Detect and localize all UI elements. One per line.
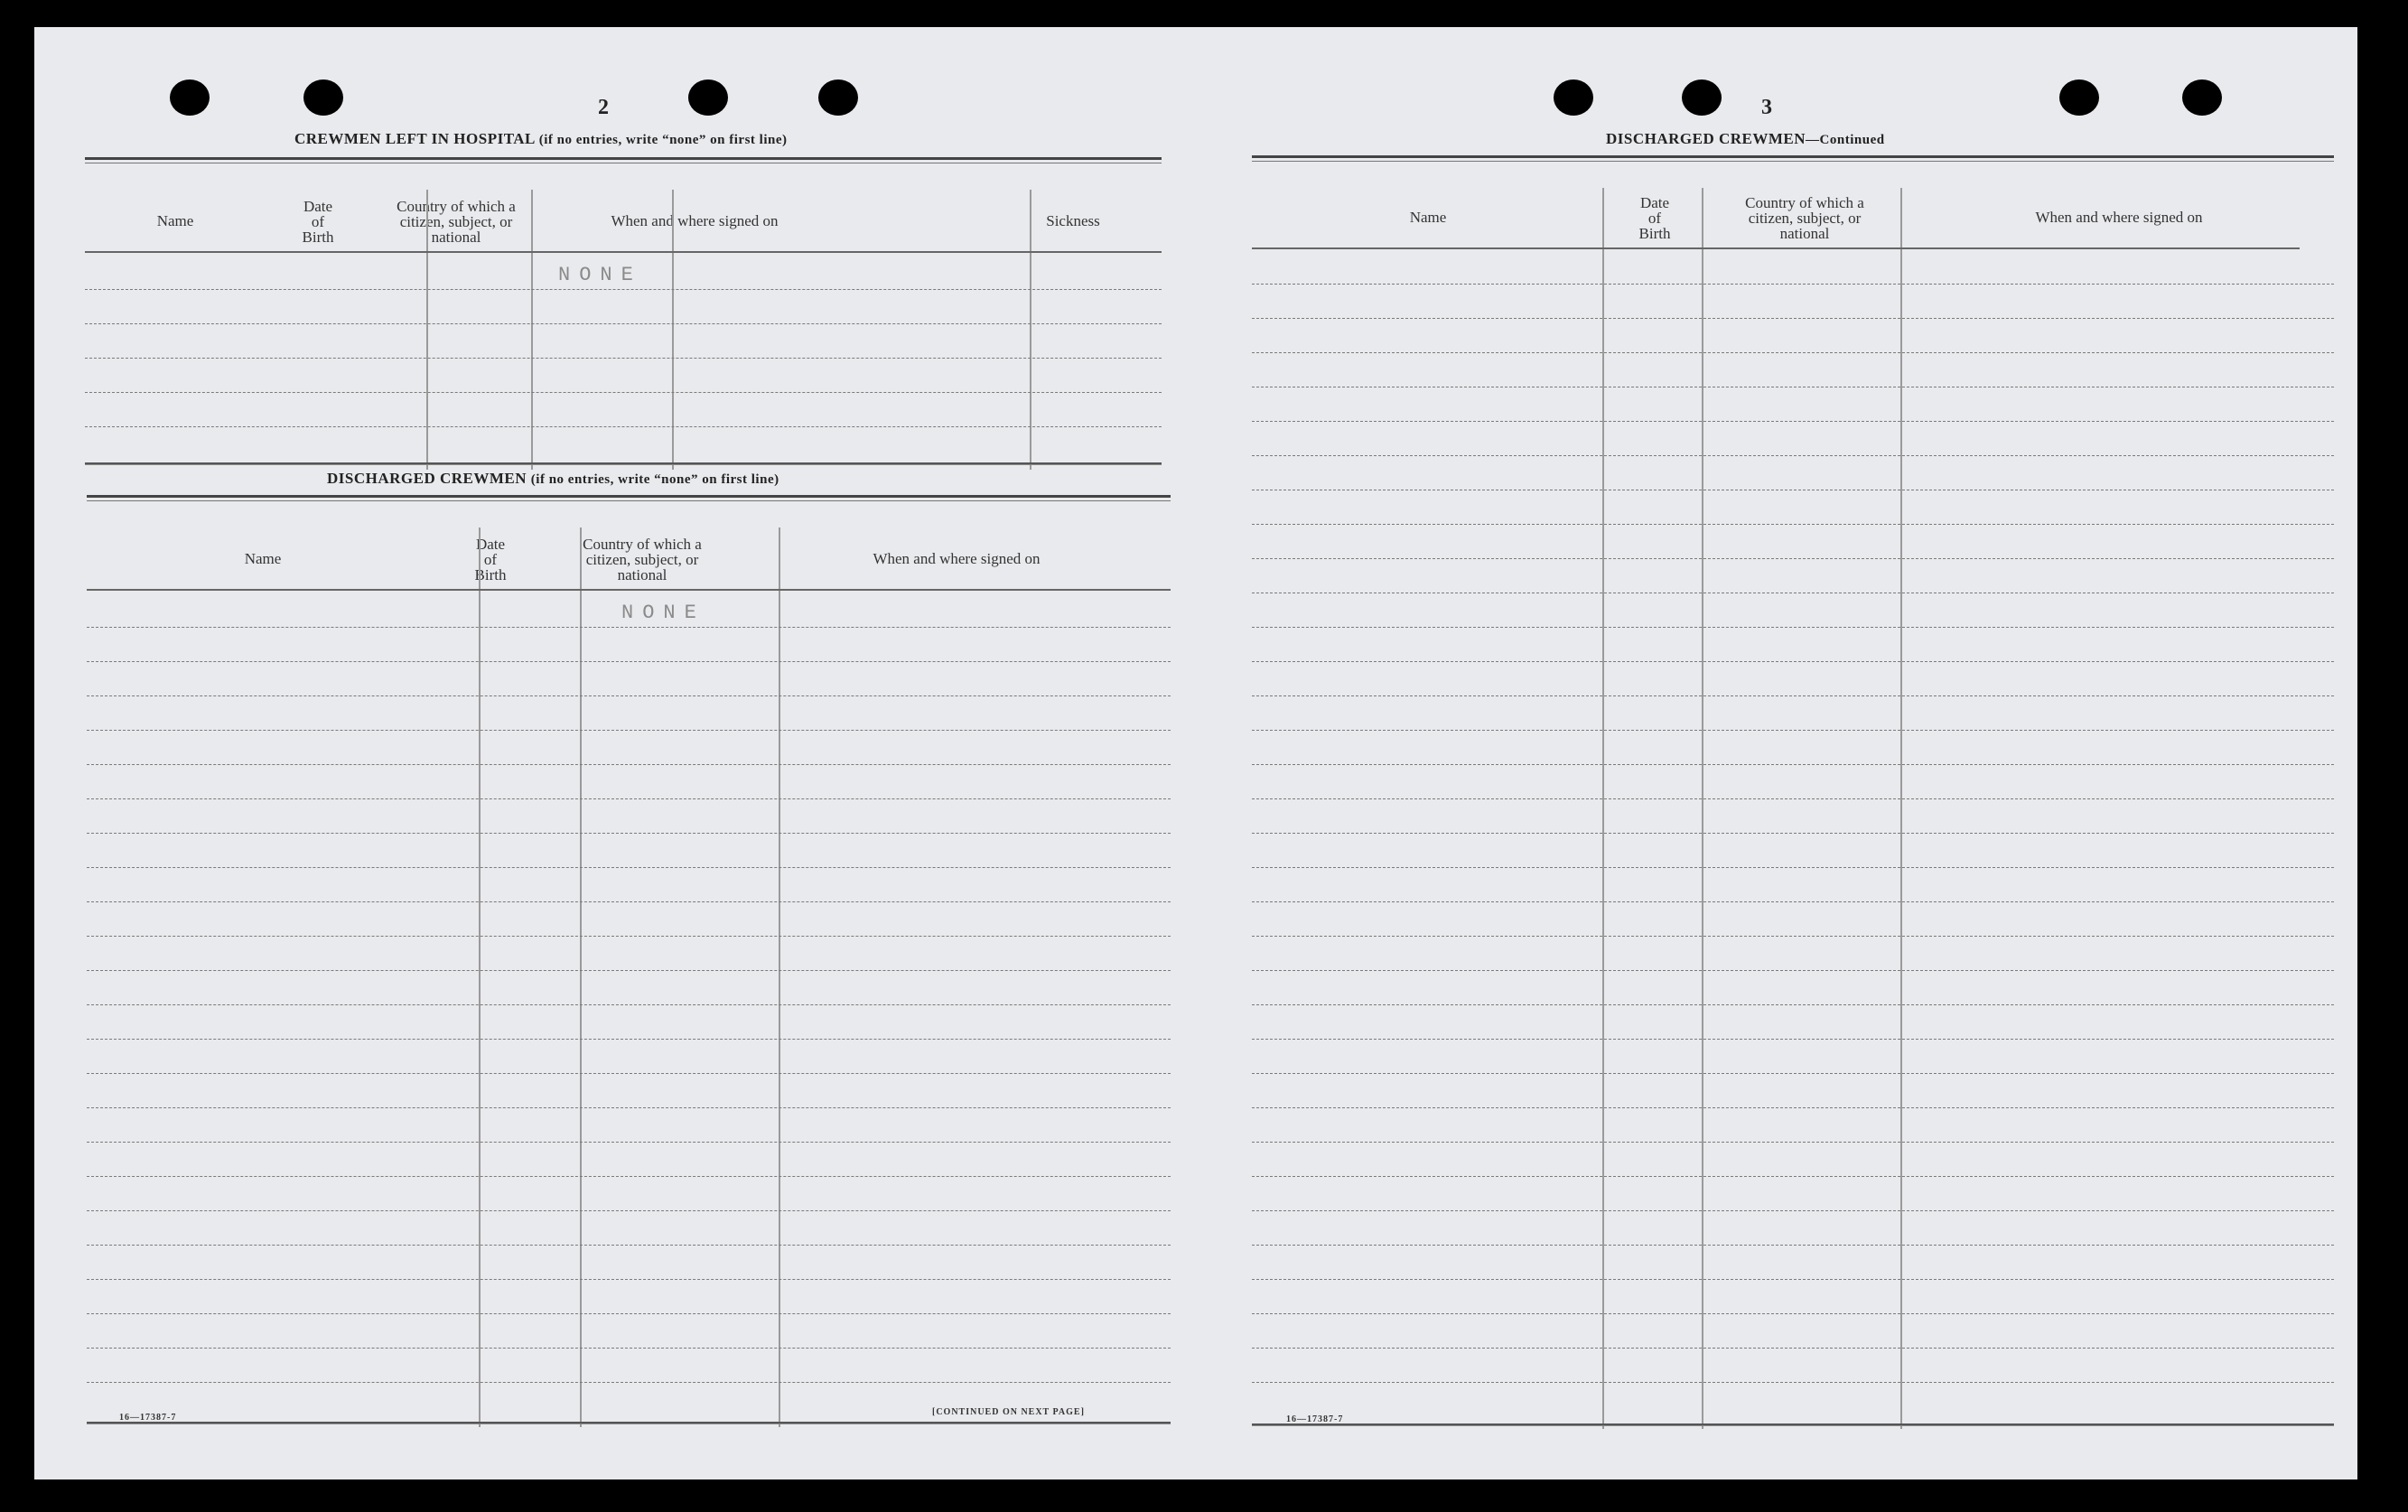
punch-hole	[818, 79, 858, 116]
discharged-table-left	[87, 495, 1171, 1427]
punch-hole	[2182, 79, 2222, 116]
col-header-dob: Date of Birth	[1638, 194, 1671, 242]
form-number-left: 16—17387-7	[119, 1413, 177, 1423]
form-sheet	[34, 27, 2357, 1479]
col-header-country: Country of which a citizen, subject, or national	[397, 198, 516, 246]
hospital-entry-none: NONE	[558, 264, 642, 286]
page-number-right: 3	[1761, 96, 1773, 119]
punch-hole	[1682, 79, 1722, 116]
col-header-name: Name	[244, 550, 282, 567]
discharged-entry-none: NONE	[621, 602, 705, 624]
continued-note: [CONTINUED ON NEXT PAGE]	[932, 1407, 1085, 1417]
punch-hole	[303, 79, 343, 116]
discharged-table-right	[1252, 155, 2334, 1429]
form-number-right: 16—17387-7	[1286, 1414, 1344, 1424]
discharged-section-title	[327, 470, 779, 488]
discharged-continued-title-bold: DISCHARGED CREWMEN	[1606, 130, 1806, 147]
punch-hole	[2059, 79, 2099, 116]
discharged-title-note: (if no entries, write “none” on first line)	[530, 472, 779, 487]
discharged-title-bold: DISCHARGED CREWMEN	[327, 470, 527, 487]
col-header-signed: When and where signed on	[2035, 209, 2203, 226]
col-header-signed: When and where signed on	[611, 212, 779, 229]
col-header-name: Name	[1409, 209, 1447, 226]
col-header-dob: Date of Birth	[474, 536, 507, 583]
discharged-continued-title	[1606, 130, 1885, 148]
punch-hole	[170, 79, 210, 116]
hospital-section-title	[294, 130, 788, 148]
col-header-dob: Date of Birth	[302, 198, 334, 246]
hospital-title-note: (if no entries, write “none” on first line)	[538, 133, 788, 147]
punch-hole	[688, 79, 728, 116]
col-header-country: Country of which a citizen, subject, or national	[1745, 194, 1864, 242]
discharged-continued-title-cont: —Continued	[1806, 133, 1885, 147]
col-header-name: Name	[156, 212, 194, 229]
col-header-sickness: Sickness	[1046, 212, 1100, 229]
punch-hole	[1554, 79, 1593, 116]
hospital-title-bold: CREWMEN LEFT IN HOSPITAL	[294, 130, 535, 147]
col-header-country: Country of which a citizen, subject, or national	[583, 536, 702, 583]
page-number-left: 2	[598, 96, 610, 119]
col-header-signed: When and where signed on	[873, 550, 1041, 567]
hospital-table	[85, 157, 1162, 470]
